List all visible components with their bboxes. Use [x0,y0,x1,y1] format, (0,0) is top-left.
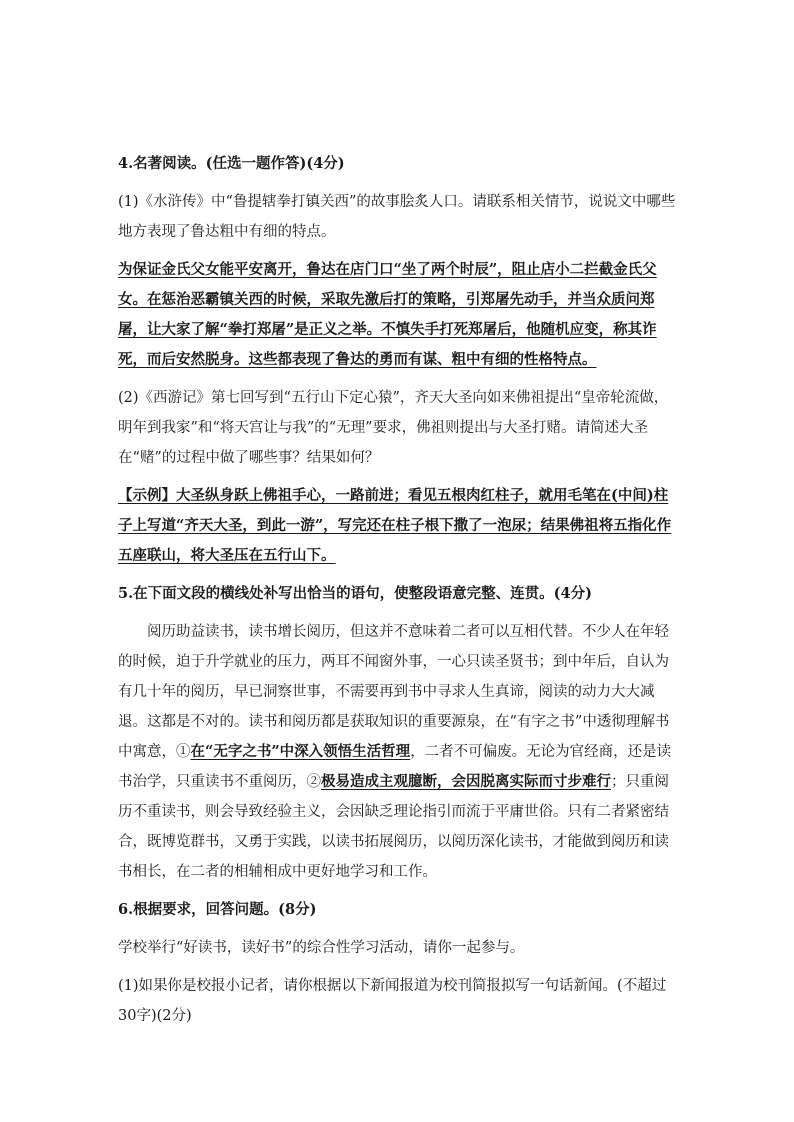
question-5-passage [118,617,678,887]
question-5-heading: 5.在下面文段的横线处补写出恰当的语句，使整段语意完整、连贯。(4分) [118,585,592,602]
passage-text-c: ；只重阅历不重读书，则会导致经验主义，会因缺乏理论指引而流于平庸世俗。只有二者紧密结合，既博览群书，又勇于实践，以读书拓展阅历，以阅历深化读书，才能做到阅历和读书相长，在二者的相辅相成中更好地学习和工作。 [118,774,669,880]
question-6-intro: 学校举行“好读书，读好书”的综合性学习活动，请你一起参与。 [118,940,525,956]
blank-1-answer: 在“无字之书”中深入领悟生活哲理 [190,743,411,760]
blank-2-answer: 极易造成主观臆断，会因脱离实际而寸步难行 [321,773,611,790]
exam-page [118,145,678,1039]
question-4-part2: (2)《西游记》第七回写到“五行山下定心猿”，齐天大圣向如来佛祖提出“皇帝轮流做，明年到我家”和“将天宫让与我”的“无理”要求，佛祖则提出与大圣打赌。请简述大圣在“赌”的过程中做了哪些事？结果如何？ [118,390,669,466]
question-6-part1: (1)如果你是校报小记者，请你根据以下新闻报道为校刊简报拟写一句话新闻。(不超过30字)(2分) [118,978,667,1024]
question-6-heading: 6.根据要求，回答问题。(8分) [118,901,317,918]
question-4-part1-answer: 为保证金氏父女能平安离开，鲁达在店门口“坐了两个时辰”，阻止店小二拦截金氏父女。在惩治恶霸镇关西的时候，采取先激后打的策略，引郑屠先动手，并当众质问郑屠，让大家了解“拳打郑屠”是正义之举。不慎失手打死郑屠后，他随机应变，称其诈死，而后安然脱身。这些都表现了鲁达的勇而有谋、粗中有细的性格特点。 [118,261,657,368]
blank-1-marker: ① [176,744,191,760]
question-4-part1: (1)《水浒传》中“鲁提辖拳打镇关西”的故事脍炙人口。请联系相关情节，说说文中哪些地方表现了鲁达粗中有细的特点。 [118,194,676,240]
question-4-part2-answer: 【示例】大圣纵身跃上佛祖手心，一路前进；看见五根肉红柱子，就用毛笔在(中间)柱子上写道“齐天大圣，到此一游”，写完还在柱子根下撒了一泡尿；结果佛祖将五指化作五座联山，将大圣压在五行山下。 [118,487,672,564]
question-4-heading: 4.名著阅读。(任选一题作答)(4分) [118,155,345,172]
blank-2-marker: ② [306,774,321,790]
passage-text-b: ，二者不可偏废。无论为官经商，还是读书治学，只重读书不重阅历， [118,744,672,790]
passage-text-a: 阅历助益读书，读书增长阅历，但这并不意味着二者可以互相代替。不少人在年轻的时候，迫于升学就业的压力，两耳不闻窗外事，一心只读圣贤书；到中年后，自认为有几十年的阅历，早已洞察世事，不需要再到书中寻求人生真谛，阅读的动力大大减退。这都是不对的。读书和阅历都是获取知识的重要源泉，在“有字之书”中透彻理解书中寓意， [118,624,670,760]
